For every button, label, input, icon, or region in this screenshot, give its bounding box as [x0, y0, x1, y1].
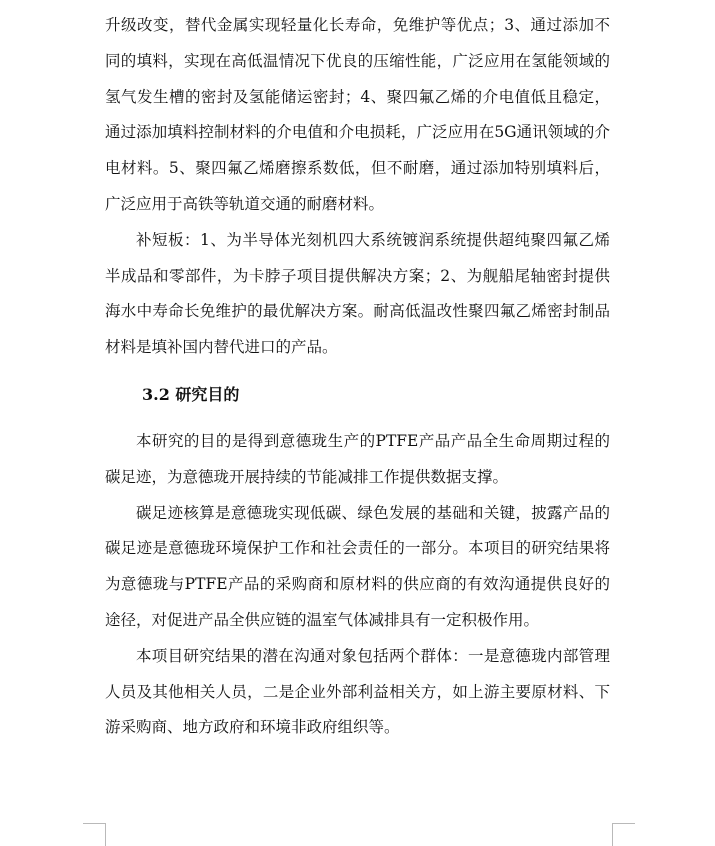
- paragraph-continued: 升级改变，替代金属实现轻量化长寿命，免维护等优点；3、通过添加不同的填料，实现在高低温情况下优良的压缩性能，广泛应用在氢能领域的氢气发生槽的密封及氢能储运密封；4、聚四氟乙烯的介电值低且稳定，通过添加填料控制材料的介电值和介电损耗，广泛应用在5G通讯领域的介电材料。5、聚四氟乙烯磨擦系数低，但不耐磨，通过添加特别填料后，广泛应用于高铁等轨道交通的耐磨材料。: [105, 16, 610, 213]
- paragraph-purpose: 本研究的目的是得到意德珑生产的PTFE产品产品全生命周期过程的碳足迹，为意德珑开展持续的节能减排工作提供数据支撑。: [105, 431, 610, 486]
- document-body: [105, 8, 610, 746]
- paragraph-carbon-footprint: 碳足迹核算是意德珑实现低碳、绿色发展的基础和关键，披露产品的碳足迹是意德珑环境保护工作和社会责任的一部分。本项目的研究结果将为意德珑与PTFE产品的采购商和原材料的供应商的有效沟通提供良好的途径，对促进产品全供应链的温室气体减排具有一定积极作用。: [105, 503, 610, 629]
- margin-corner-mark-left: [83, 823, 106, 846]
- paragraph-supplement: 补短板：1、为半导体光刻机四大系统镀润系统提供超纯聚四氟乙烯半成品和零部件，为卡脖子项目提供解决方案；2、为舰船尾轴密封提供海水中寿命长免维护的最优解决方案。耐高低温改性聚四氟乙烯密封制品材料是填补国内替代进口的产品。: [105, 230, 610, 357]
- section-heading: 3.2 研究目的: [142, 384, 240, 404]
- margin-corner-mark-right: [612, 823, 635, 846]
- paragraph-audience: 本项目研究结果的潜在沟通对象包括两个群体：一是意德珑内部管理人员及其他相关人员，二是企业外部利益相关方，如上游主要原材料、下游采购商、地方政府和环境非政府组织等。: [105, 646, 610, 737]
